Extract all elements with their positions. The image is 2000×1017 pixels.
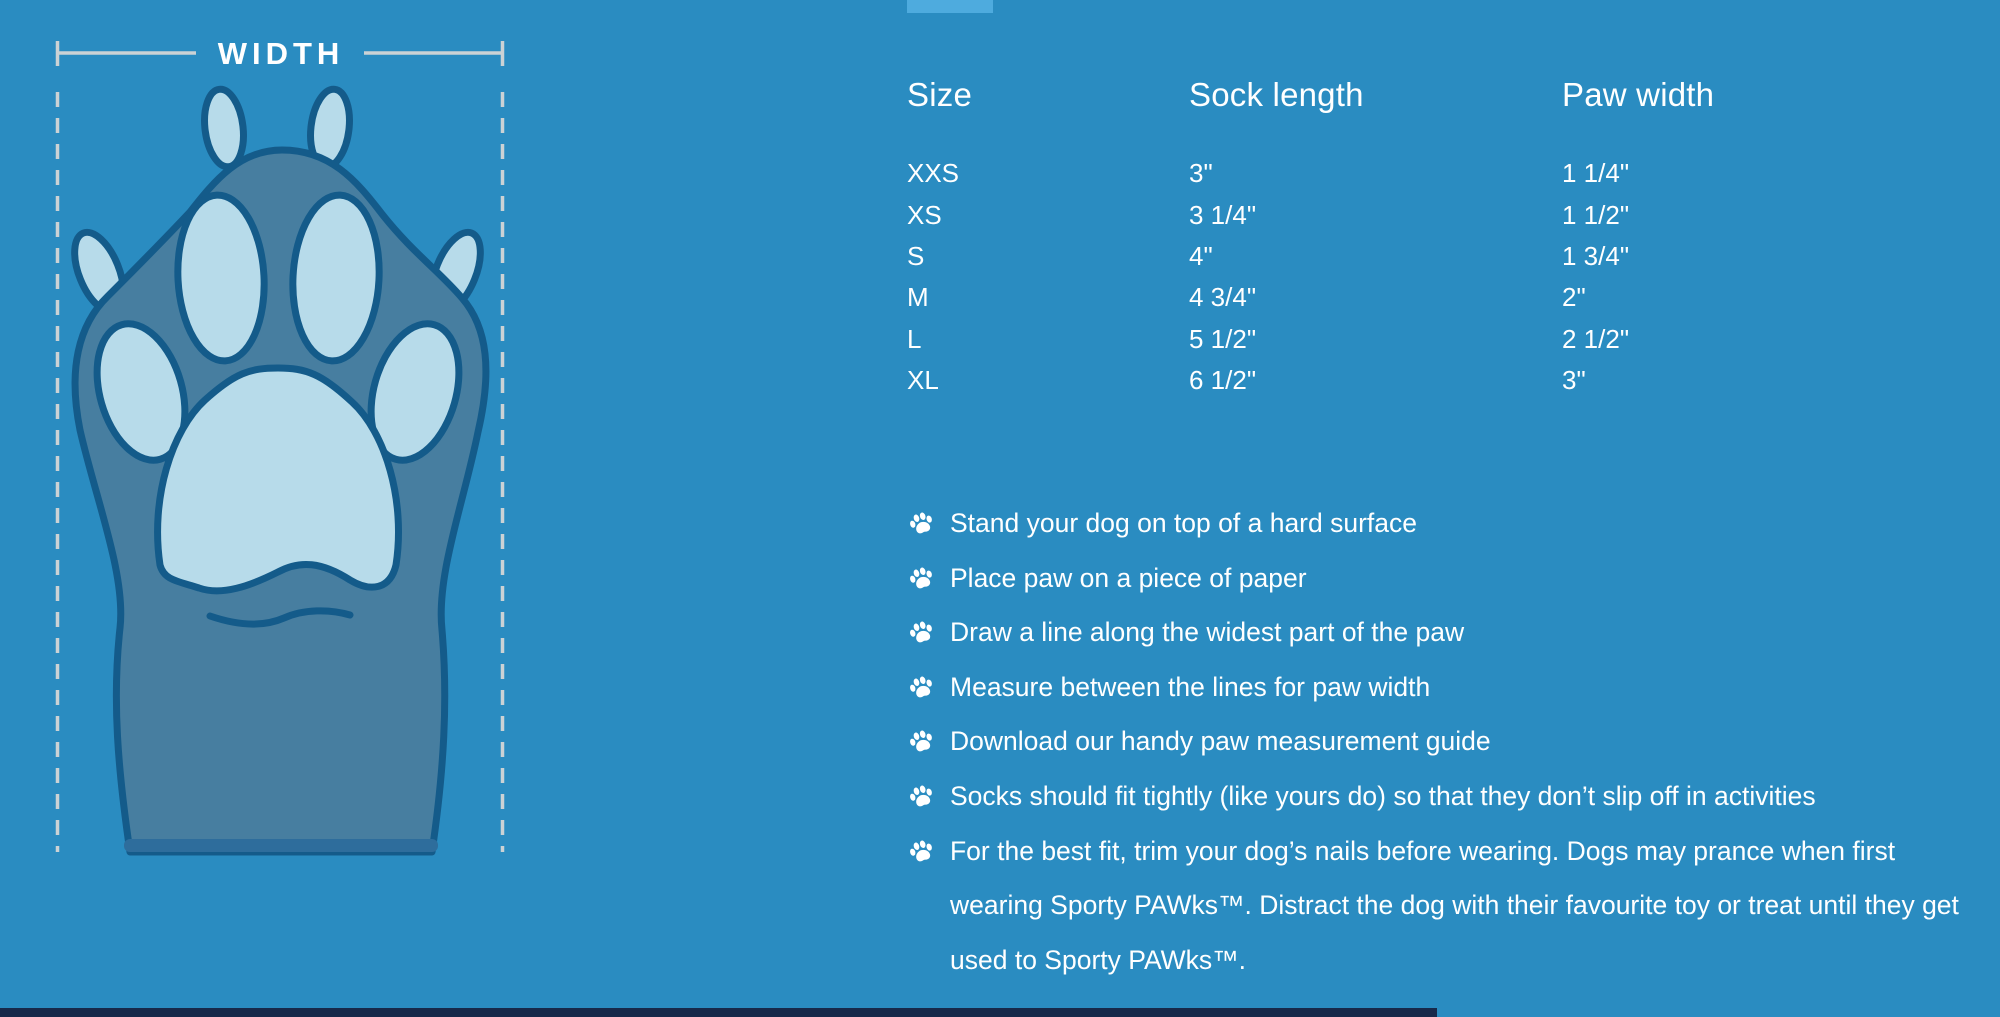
size-cell: XS (907, 199, 942, 230)
paw-measurement-illustration (0, 0, 560, 900)
measurement-instructions-list (907, 496, 1995, 987)
list-item (907, 496, 1995, 551)
list-item (907, 769, 1995, 824)
sock-length-cell: 5 1/2" (1189, 323, 1257, 354)
active-tab-indicator[interactable] (907, 0, 993, 13)
paw-bullet-icon (908, 728, 935, 755)
sock-length-cell: 4" (1189, 240, 1213, 271)
sock-length-cell: 6 1/2" (1189, 365, 1257, 396)
instruction-text: Draw a line along the widest part of the paw (950, 617, 1465, 648)
paw-bullet-icon (908, 783, 935, 810)
instruction-text: Socks should fit tightly (like yours do) so that they don’t slip off in activities (950, 780, 1816, 811)
size-cell: L (907, 323, 922, 354)
paw-width-cell: 1 1/2" (1562, 199, 1630, 230)
paw-bullet-icon (908, 565, 935, 592)
list-item (907, 714, 1995, 769)
size-cell: M (907, 282, 929, 313)
paw-bullet-icon (908, 619, 935, 646)
column-header-sock-length: Sock length (1189, 76, 1364, 113)
instruction-text: Place paw on a piece of paper (950, 562, 1307, 593)
list-item (907, 824, 1995, 988)
sock-length-cell: 4 3/4" (1189, 282, 1257, 313)
list-item (907, 551, 1995, 606)
list-item (907, 605, 1995, 660)
sock-length-cell: 3" (1189, 158, 1213, 189)
size-table (907, 153, 1882, 401)
column-header-size: Size (907, 76, 972, 113)
size-cell: XL (907, 365, 939, 396)
paw-width-cell: 1 3/4" (1562, 240, 1630, 271)
paw-width-cell: 3" (1562, 365, 1586, 396)
column-header-paw-width: Paw width (1562, 76, 1715, 113)
size-cell: S (907, 240, 925, 271)
instruction-text: For the best fit, trim your dog’s nails before wearing. Dogs may prance when first wearing Sporty PAWks™. Distract the dog with their favourite toy or treat until they get used to Sporty PAWks™. (950, 835, 1959, 975)
sock-length-cell: 3 1/4" (1189, 199, 1257, 230)
paw-width-cell: 1 1/4" (1562, 158, 1630, 189)
paw-width-cell: 2" (1562, 282, 1586, 313)
paw-bullet-icon (908, 838, 935, 865)
instruction-text-download-guide: Download our handy paw measurement guide (950, 726, 1491, 757)
size-cell: XXS (907, 158, 960, 189)
instruction-text: Stand your dog on top of a hard surface (950, 508, 1418, 538)
list-item (907, 660, 1995, 715)
paw-bullet-icon (908, 510, 935, 537)
instruction-text: Measure between the lines for paw width (950, 671, 1431, 702)
paw-diagram (65, 87, 491, 852)
footer-bar (0, 1008, 1437, 1017)
size-table-header (907, 76, 1882, 114)
paw-bullet-icon (908, 674, 935, 701)
width-label: WIDTH (217, 36, 345, 71)
leg-base-shadow (124, 839, 438, 852)
paw-width-cell: 2 1/2" (1562, 323, 1630, 354)
